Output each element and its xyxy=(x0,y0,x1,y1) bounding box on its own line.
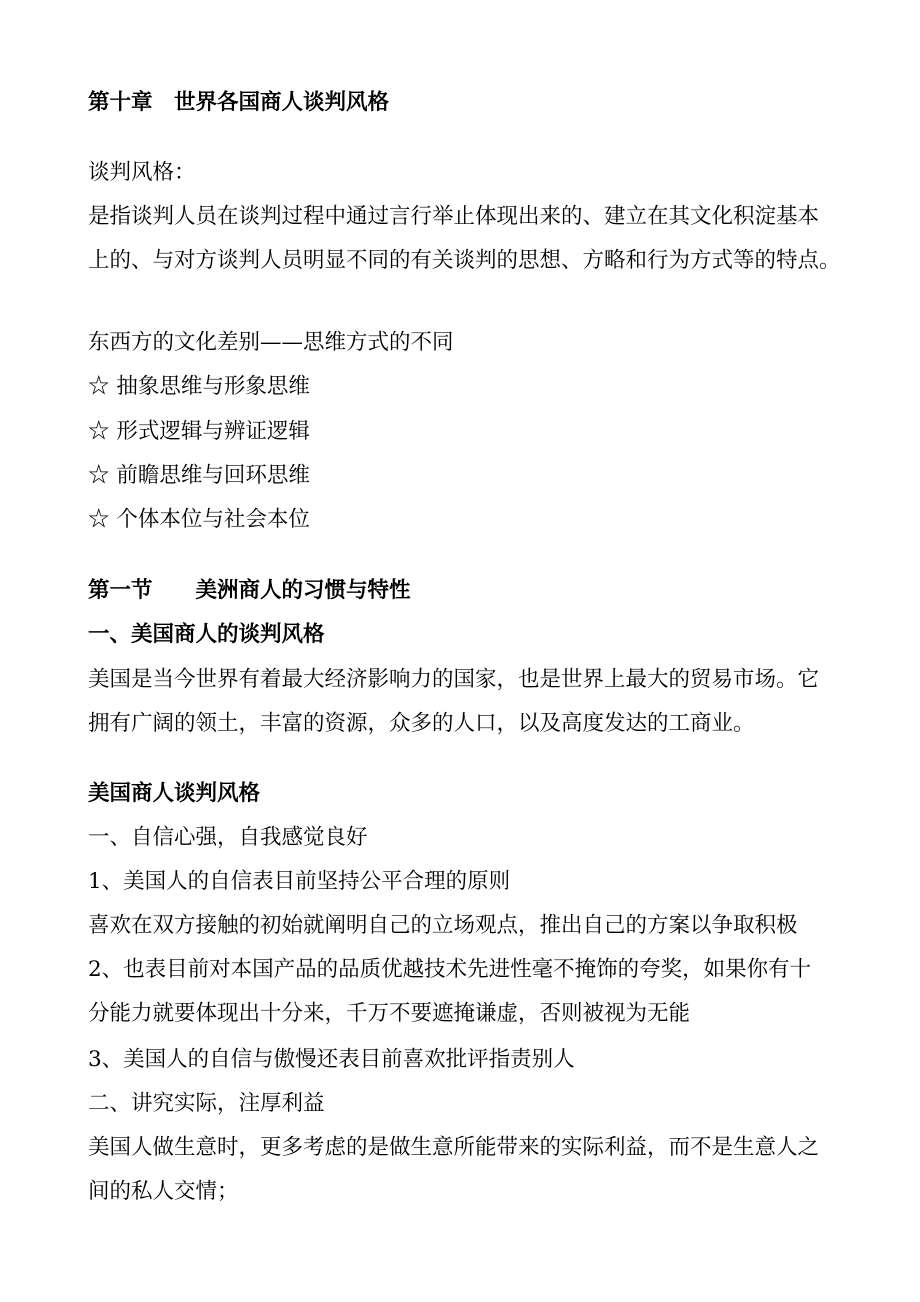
section-title: 第一节 美洲商人的习惯与特性 xyxy=(88,578,411,603)
section-heading: 东西方的文化差别——思维方式的不同 xyxy=(88,330,454,355)
list-heading: 一、自信心强，自我感觉良好 xyxy=(88,825,368,850)
definition-label: 谈判风格： xyxy=(88,160,196,185)
list-item: 2、也表目前对本国产品的品质优越技术先进性毫不掩饰的夸奖，如果你有十 xyxy=(88,957,812,982)
paragraph-line: 美国是当今世界有着最大经济影响力的国家，也是世界上最大的贸易市场。它 xyxy=(88,667,820,692)
subsection-title: 一、美国商人的谈判风格 xyxy=(88,622,325,647)
list-heading: 二、讲究实际，注厚利益 xyxy=(88,1091,325,1116)
paragraph-line: 喜欢在双方接触的初始就阐明自己的立场观点，推出自己的方案以争取积极 xyxy=(88,913,798,938)
bullet-item: ☆ 形式逻辑与辨证逻辑 xyxy=(88,419,310,444)
bullet-item: ☆ 个体本位与社会本位 xyxy=(88,507,310,532)
paragraph-line: 拥有广阔的领土，丰富的资源，众多的人口，以及高度发达的工商业。 xyxy=(88,711,755,736)
paragraph-line: 分能力就要体现出十分来，千万不要遮掩谦虚，否则被视为无能 xyxy=(88,1001,691,1026)
paragraph-line: 上的、与对方谈判人员明显不同的有关谈判的思想、方略和行为方式等的特点。 xyxy=(88,248,841,273)
paragraph-line: 间的私人交情； xyxy=(88,1179,239,1204)
bullet-item: ☆ 抽象思维与形象思维 xyxy=(88,374,310,399)
paragraph-line: 美国人做生意时，更多考虑的是做生意所能带来的实际利益，而不是生意人之 xyxy=(88,1135,820,1160)
list-item: 1、美国人的自信表目前坚持公平合理的原则 xyxy=(88,869,511,894)
chapter-title: 第十章 世界各国商人谈判风格 xyxy=(88,90,390,115)
subheading: 美国商人谈判风格 xyxy=(88,781,261,806)
paragraph-line: 是指谈判人员在谈判过程中通过言行举止体现出来的、建立在其文化积淀基本 xyxy=(88,204,820,229)
bullet-item: ☆ 前瞻思维与回环思维 xyxy=(88,463,310,488)
list-item: 3、美国人的自信与傲慢还表目前喜欢批评指责别人 xyxy=(88,1047,575,1072)
